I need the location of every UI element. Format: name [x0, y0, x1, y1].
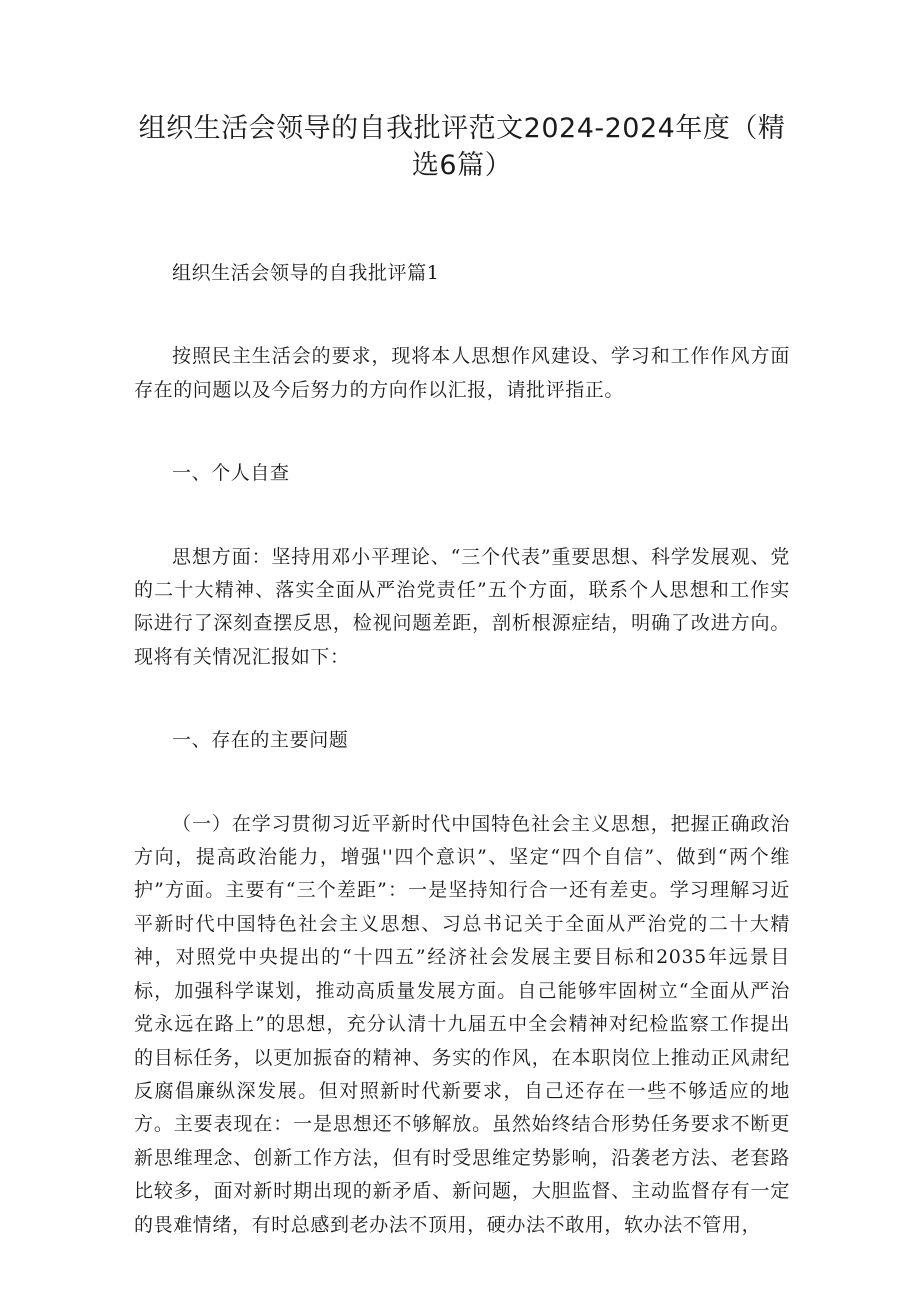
section-heading: 组织生活会领导的自我批评篇1: [172, 262, 440, 284]
thought-aspect-paragraph: 思想方面：坚持用邓小平理论、“三个代表”重要思想、科学发展观、党的二十大精神、落实全面从严治党责任”五个方面，联系个人思想和工作实际进行了深刻查摆反思，检视问题差距，剖析根源症结，明确了改进方向。现将有关情况汇报如下：: [134, 545, 790, 668]
heading-self-check: 一、个人自查: [172, 462, 290, 485]
intro-paragraph: 按照民主生活会的要求，现将本人思想作风建设、学习和工作作风方面存在的问题以及今后努力的方向作以汇报，请批评指正。: [134, 345, 790, 401]
problem-one-paragraph: （一）在学习贯彻习近平新时代中国特色社会主义思想，把握正确政治方向，提高政治能力，增强''四个意识”、坚定“四个自信”、做到“两个维护”方面。主要有“三个差距”：一是坚持知行合一还有差吏。学习理解习近平新时代中国特色社会主义思想、习总书记关于全面从严治党的二十大精神，对照党中央提出的“十四五”经济社会发展主要目标和2035年远景目标，加强科学谋划，推动高质量发展方面。自己能够牢固树立“全面从严治党永远在路上”的思想，充分认清十九届五中全会精神对纪检监察工作提出的目标任务，以更加振奋的精神、务实的作风，在本职岗位上推动正风肃纪反腐倡廉纵深发展。但对照新时代新要求，自己还存在一些不够适应的地方。主要表现在：一是思想还不够解放。虽然始终结合形势任务要求不断更新思维理念、创新工作方法，但有时受思维定势影响，沿袭老方法、老套路比较多，面对新时期出现的新矛盾、新问题，大胆监督、主动监督存有一定的畏难情绪，有时总感到老办法不顶用，硬办法不敢用，软办法不管用，: [134, 812, 790, 1236]
heading-main-problems: 一、存在的主要问题: [172, 729, 349, 752]
document-title: 组织生活会领导的自我批评范文2024-2024年度（精选6篇）: [138, 113, 786, 181]
